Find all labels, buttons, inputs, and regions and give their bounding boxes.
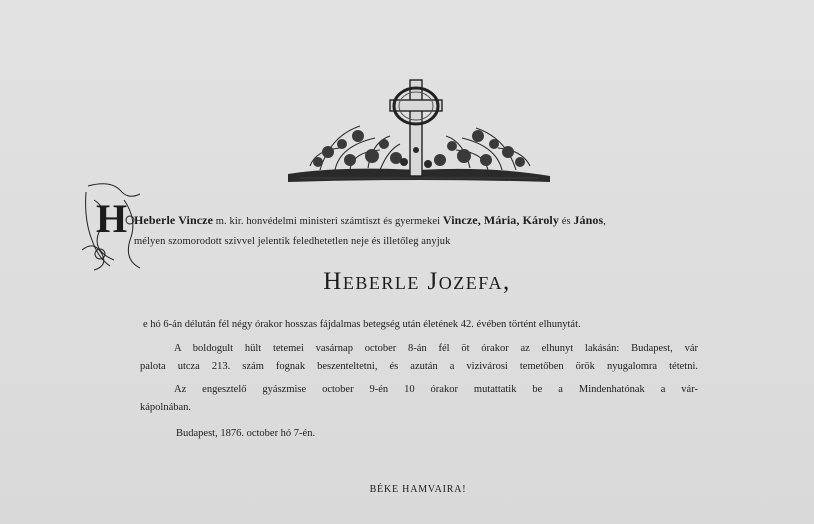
death-statement: e hó 6-án délután fél négy órakor hosszas fájdalmas betegség után életének 42. évében történt elhunytát. [143, 319, 581, 330]
closing-blessing: BÉKE HAMVAIRA! [369, 484, 467, 495]
announcement-line-2: mélyen szomorodott szivvel jelentik feledhetetlen neje és illetőleg anyjuk [134, 236, 451, 247]
announcement-text-3: , [603, 216, 606, 227]
announcement-text-1: m. kir. honvédelmi ministeri számtiszt és gyermekei [213, 216, 443, 227]
funeral-paragraph-line-2: palota utcza 213. szám fognak beszenteltetni, és azután a vizivárosi temetőben örök nyugalomra tétetni. [140, 361, 698, 372]
announcement-line-1 [134, 213, 606, 228]
funeral-paragraph-line-1: A boldogult hült tetemei vasárnap october 8-án fél öt órakor az elhunyt lakásán: Budapest, vár [174, 343, 698, 354]
mass-paragraph-line-2: kápolnában. [140, 402, 192, 413]
child-name-last: János [573, 213, 604, 227]
bereaved-name: Heberle Vincze [134, 213, 214, 227]
children-names: Vincze, Mária, Károly [442, 213, 559, 227]
announcement-text-2: és [558, 216, 574, 227]
svg-text:H: H [96, 196, 128, 241]
deceased-name: Heberle Jozefa, [323, 268, 511, 295]
date-line: Budapest, 1876. october hó 7-én. [176, 428, 316, 439]
mass-paragraph-line-1: Az engesztelő gyászmise october 9-én 10 órakor mutattatik be a Mindenhatónak a vár- [174, 384, 698, 395]
cross-vignette-icon [280, 66, 556, 188]
